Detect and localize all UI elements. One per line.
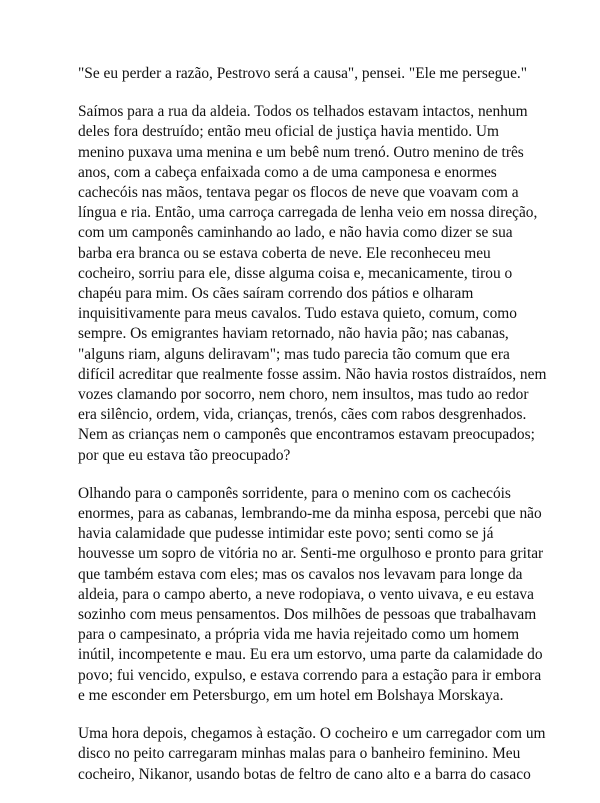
text-line: por que eu estava tão preocupado?: [78, 446, 291, 464]
paragraph: [78, 484, 544, 706]
text-line: povo; fui vencido, expulso, e estava correndo para a estação para ir embora: [78, 666, 542, 684]
text-line: menino puxava uma menina e um bebê num trenó. Outro menino de três: [78, 143, 524, 161]
text-line: deles fora destruído; então meu oficial de justiça havia mentido. Um: [78, 123, 499, 141]
text-line: anos, com a cabeça enfaixada como a de uma camponesa e enormes: [78, 163, 497, 181]
text-line: era silêncio, ordem, vida, crianças, trenós, cães com rabos desgrenhados.: [78, 406, 527, 424]
text-line: com um camponês caminhando ao lado, e não havia como dizer se sua: [78, 224, 513, 242]
text-line: para o campesinato, a própria vida me havia rejeitado como um homem: [78, 626, 520, 644]
text-line: Olhando para o camponês sorridente, para o menino com os cachecóis: [78, 484, 511, 502]
text-line: Nem as crianças nem o camponês que encontramos estavam preocupados;: [78, 426, 535, 444]
text-line: enormes, para as cabanas, lembrando-me da minha esposa, percebi que não: [78, 505, 542, 523]
paragraph: [78, 64, 526, 84]
text-line: e me esconder em Petersburgo, em um hotel em Bolshaya Morskaya.: [78, 686, 504, 704]
text-line: "alguns riam, alguns deliravam"; mas tudo parecia tão comum que era: [78, 345, 510, 363]
text-line: sempre. Os emigrantes haviam retornado, não havia pão; nas cabanas,: [78, 325, 509, 343]
text-line: cachecóis nas mãos, tentava pegar os flocos de neve que voavam com a: [78, 184, 519, 202]
text-line: cocheiro, Nikanor, usando botas de feltro de cano alto e a barra do casaco: [78, 765, 531, 783]
paragraph: [78, 102, 547, 466]
text-line: difícil acreditar que realmente fosse assim. Não havia rostos distraídos, nem: [78, 365, 547, 383]
text-line: chapéu para mim. Os cães saíram correndo dos pátios e olharam: [78, 285, 474, 303]
text-line: disco no peito carregaram minhas malas para o banheiro feminino. Meu: [78, 745, 521, 763]
text-line: Saímos para a rua da aldeia. Todos os telhados estavam intactos, nenhum: [78, 103, 528, 121]
text-line: inútil, incompetente e mau. Eu era um estorvo, uma parte da calamidade do: [78, 646, 543, 664]
text-line: aldeia, para o campo aberto, a neve rodopiava, o vento uivava, e eu estava: [78, 585, 534, 603]
text-line: havia calamidade que pudesse intimidar este povo; senti como se já: [78, 525, 494, 543]
text-line: barba era branca ou se estava coberta de neve. Ele reconheceu meu: [78, 244, 491, 262]
text-line: vozes clamando por socorro, nem choro, nem insultos, mas tudo ao redor: [78, 386, 529, 404]
text-line: inquisitivamente para meus cavalos. Tudo estava quieto, comum, como: [78, 305, 517, 323]
text-line: sozinho com meus pensamentos. Dos milhões de pessoas que trabalhavam: [78, 606, 537, 624]
text-line: língua e ria. Então, uma carroça carregada de lenha veio em nossa direção,: [78, 204, 538, 222]
text-line: houvesse um sopro de vitória no ar. Senti-me orgulhoso e pronto para gritar: [78, 545, 544, 563]
text-line: que também estava com eles; mas os cavalos nos levavam para longe da: [78, 565, 523, 583]
text-line: Uma hora depois, chegamos à estação. O cocheiro e um carregador com um: [78, 725, 546, 743]
text-line: cocheiro, sorriu para ele, disse alguma coisa e, mecanicamente, tirou o: [78, 264, 513, 282]
document-page: [78, 64, 547, 803]
text-line: "Se eu perder a razão, Pestrovo será a causa", pensei. "Ele me persegue.": [78, 65, 528, 82]
